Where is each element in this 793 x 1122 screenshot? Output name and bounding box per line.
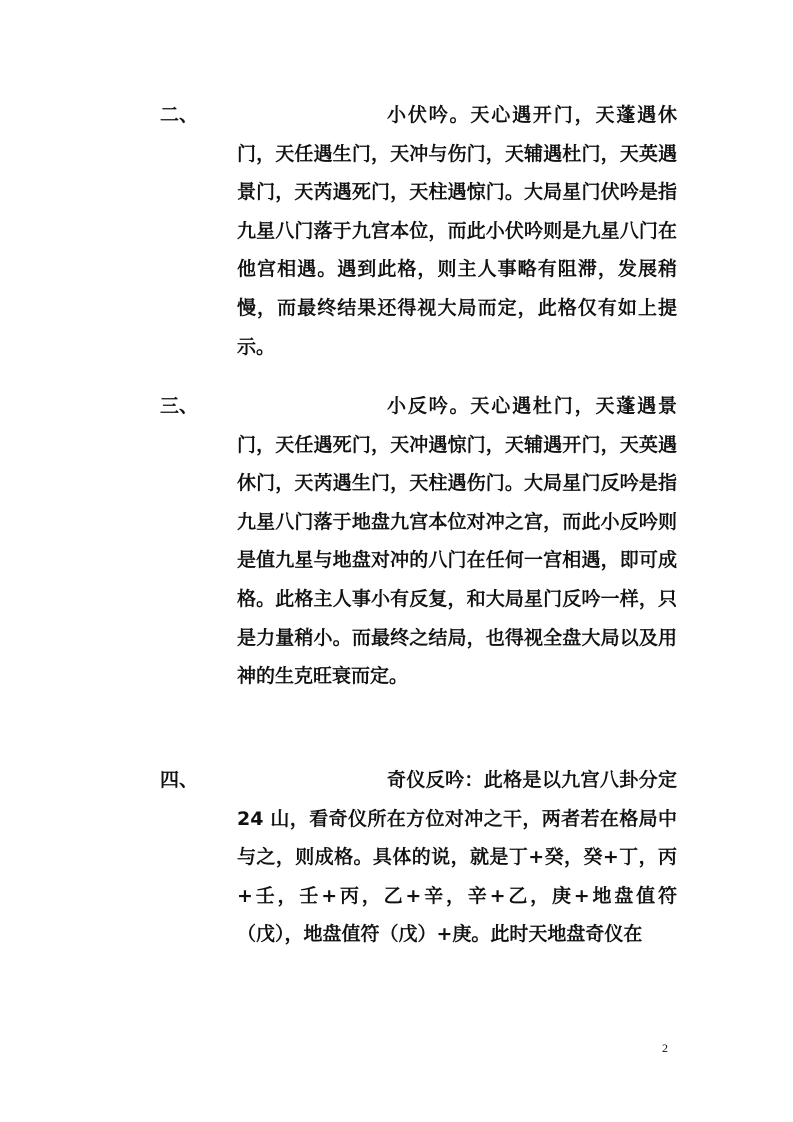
- section-paragraph: 小反吟。天心遇杜门，天蓬遇景门，天任遇死门，天冲遇惊门，天辅遇开门，天英遇休门，天芮遇生门，天柱遇伤门。大局星门反吟是指九星八门落于地盘九宫本位对冲之宫，而此小反吟则是值九星与地盘对冲的八门在任何一宫相遇，即可成格。此格主人事小有反复，和大局星门反吟一样，只是力量稍小。而最终之结局，也得视全盘大局以及用神的生克旺衰而定。: [237, 395, 677, 688]
- section-number: 三、: [160, 395, 199, 417]
- page-number: 2: [662, 1041, 668, 1055]
- section-number: 二、: [160, 104, 199, 126]
- section-paragraph: 奇仪反吟：此格是以九宫八卦分定 24 山，看奇仪所在方位对冲之干，两者若在格局中与之，则成格。具体的说，就是丁+癸，癸+丁，丙+壬，壬+丙，乙+辛，辛+乙，庚+地盘值符（戊），地盘值符（戊）+庚。此时天地盘奇仪在: [237, 769, 677, 946]
- section-number: 四、: [160, 769, 199, 791]
- section-paragraph: 小伏吟。天心遇开门，天蓬遇休门，天任遇生门，天冲与伤门，天辅遇杜门，天英遇景门，天芮遇死门，天柱遇惊门。大局星门伏吟是指九星八门落于九宫本位，而此小伏吟则是九星八门在他宫相遇。遇到此格，则主人事略有阻滞，发展稍慢，而最终结果还得视大局而定，此格仅有如上提示。: [237, 104, 677, 358]
